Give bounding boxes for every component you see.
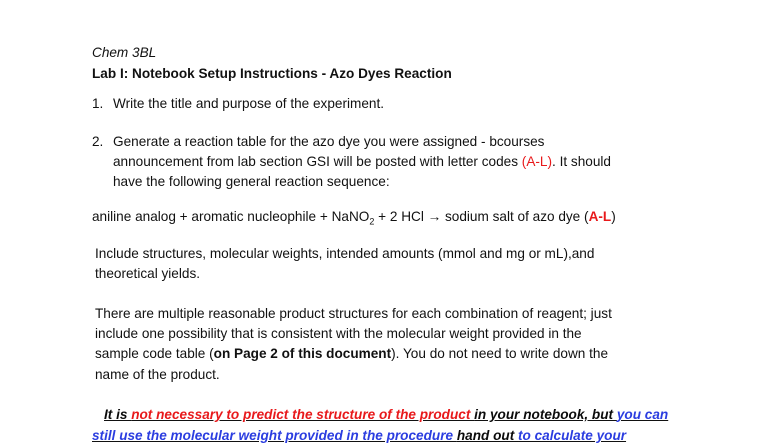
step-1-number: 1. [92, 96, 104, 111]
course-name: Chem 3BL [92, 45, 157, 60]
note-part-3: in your notebook, but [474, 407, 617, 422]
note-part-6: hand out [456, 428, 519, 443]
multiple-line-2: include one possibility that is consistent with the molecular weight provided in the [95, 326, 582, 341]
reaction-letter-code: A-L [588, 209, 612, 224]
include-line-2: theoretical yields. [95, 266, 201, 281]
note-part-4: you can [616, 407, 669, 422]
multiple-line-1: There are multiple reasonable product structures for each combination of reagent; just [95, 306, 612, 321]
step-2-line-2 [113, 153, 611, 170]
multiple-line-3 [95, 345, 608, 362]
reaction-close-paren: ) [611, 209, 616, 224]
step-2-line-2-end: . It should [552, 154, 611, 169]
note-part-2: not necessary to predict the structure of the product [131, 407, 475, 422]
step-1-text: Write the title and purpose of the experiment. [113, 96, 385, 111]
reaction-sequence [92, 208, 616, 225]
document-title: Lab I: Notebook Setup Instructions - Azo Dyes Reaction [92, 66, 452, 81]
step-2-line-2-text: announcement from lab section GSI will be posted with letter codes [113, 154, 522, 169]
note-line-1 [104, 406, 668, 423]
reaction-subscript: 2 [369, 216, 375, 227]
note-part-5: still use the molecular weight provided in the procedure [92, 428, 457, 443]
include-line-1: Include structures, molecular weights, intended amounts (mmol and mg or mL),and [95, 246, 595, 261]
note-part-7: to calculate your [518, 428, 627, 443]
multiple-line-4: name of the product. [95, 367, 220, 382]
note-part-1: It is [104, 407, 132, 422]
letter-code-range: (A-L) [521, 154, 553, 169]
reaction-reagents: aniline analog + aromatic nucleophile + NaNO [92, 209, 370, 224]
step-2-line-1: Generate a reaction table for the azo dye you were assigned - bcourses [113, 134, 545, 149]
page-reference: on Page 2 of this document [213, 346, 392, 361]
reaction-product: + 2 HCl → sodium salt of azo dye ( [374, 209, 589, 224]
multiple-line-3-end: ). You do not need to write down the [391, 346, 609, 361]
step-2-number: 2. [92, 134, 104, 149]
multiple-line-3-start: sample code table ( [95, 346, 214, 361]
note-line-2 [92, 427, 626, 444]
step-2-line-3: have the following general reaction sequence: [113, 174, 390, 189]
